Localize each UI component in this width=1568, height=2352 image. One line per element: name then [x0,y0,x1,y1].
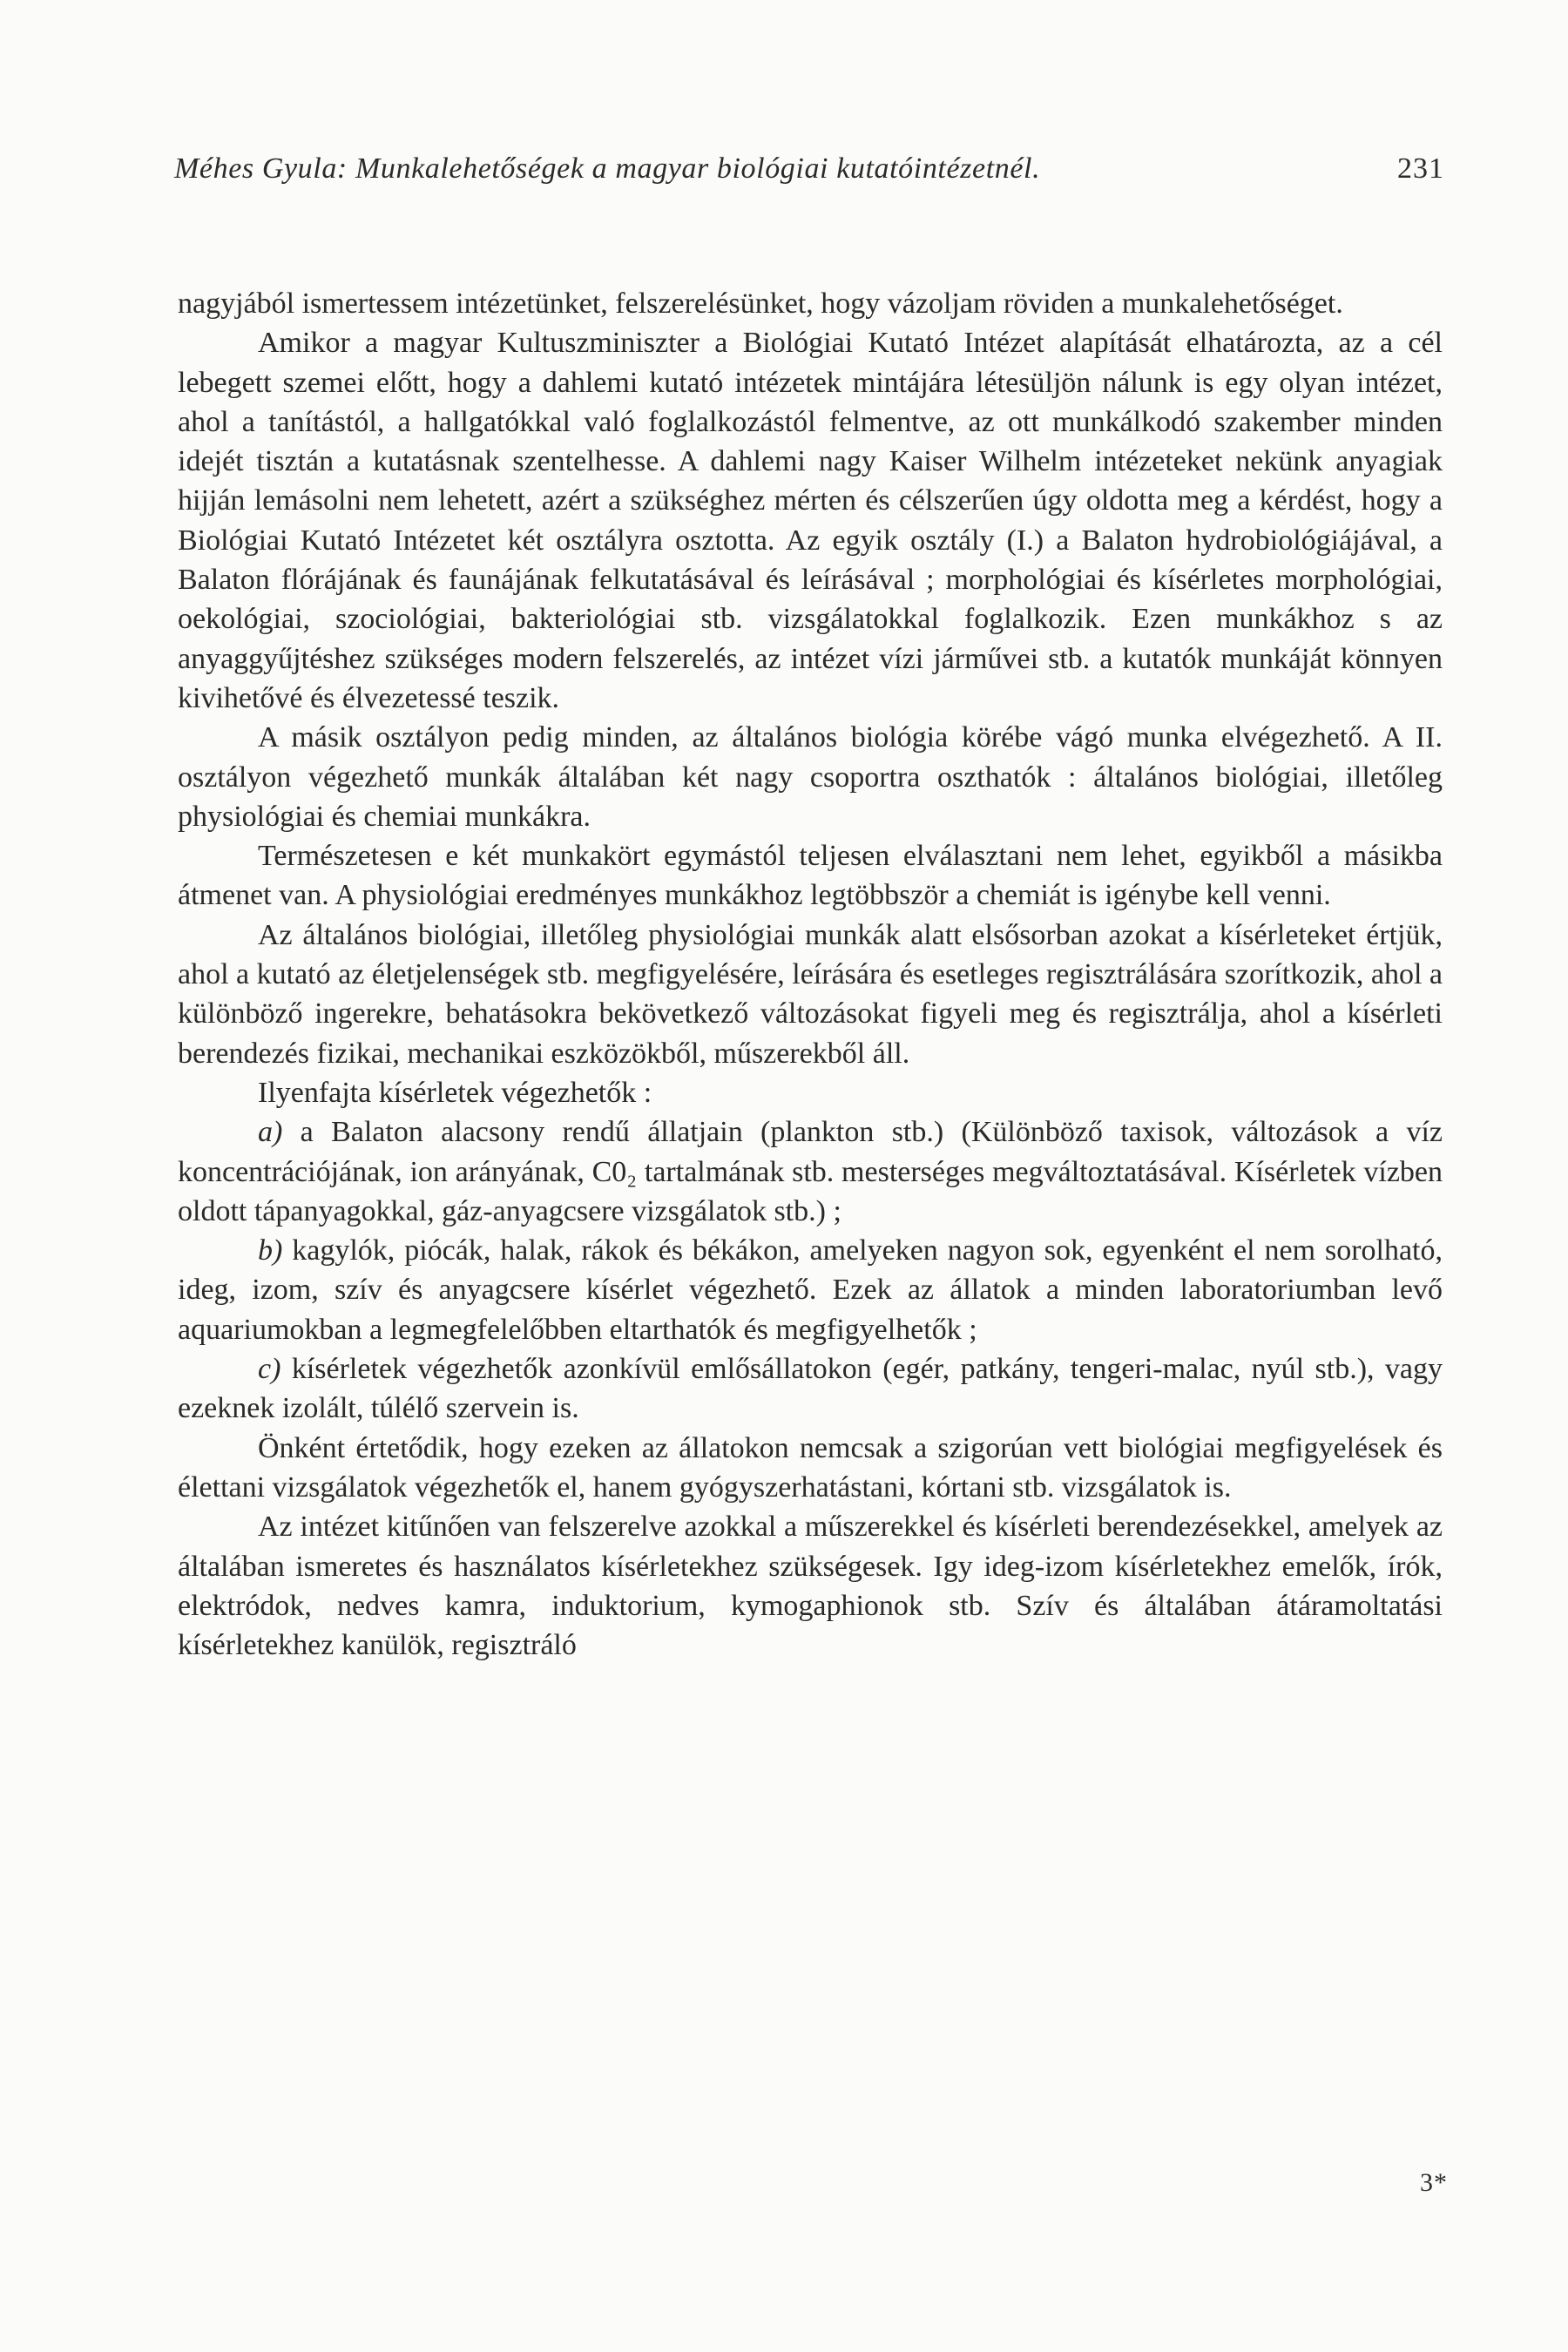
list-item-text: a Balaton alacsony rendű állatjain (plankton stb.) (Különböző taxisok, változások a víz koncentrációjának, ion arányának, C0₂ tartalmának stb. mesterséges megváltoztatásával. Kísérletek vízben oldott tápanyagokkal, gáz-anyagcsere vizsgálatok stb.) ; [178,1116,1443,1227]
paragraph: Az intézet kitűnően van felszerelve azokkal a műszerekkel és kísérleti berendezésekkel, amelyek az általában ismeretes és használatos kísérletekhez szükségesek. Igy ideg-izom kísérletekhez emelők, írók, elektródok, nedves kamra, induktorium, kymogaphionok stb. Szív és általában átáramoltatási kísérletekhez kanülök, regisztráló [178,1511,1443,1662]
list-item [178,1349,1443,1429]
paragraph: Önként értetődik, hogy ezeken az állatokon nemcsak a szigorúan vett biológiai megfigyelések és élettani vizsgálatok végezhetők el, hanem gyógyszerhatástani, kórtani stb. vizsgálatok is. [178,1431,1443,1504]
paragraph: A másik osztályon pedig minden, az általános biológia körébe vágó munka elvégezhető. A II. osztályon végezhető munkák általában két nagy csoportra oszthatók : általános biológiai, illetőleg physiológiai és chemiai munkákra. [178,721,1443,833]
paragraph: Az általános biológiai, illetőleg physiológiai munkák alatt elsősorban azokat a kísérleteket értjük, ahol a kutató az életjelenségek stb. megfigyelésére, leírására és esetleges regisztrálására szorítkozik, ahol a különböző ingerekre, behatásokra bekövetkező változásokat figyeli meg és regisztrálja, ahol a kísérleti berendezés fizikai, mechanikai eszközökből, műszerekből áll. [178,918,1443,1070]
list-item [178,1112,1443,1231]
paragraph: Természetesen e két munkakört egymástól teljesen elválasztani nem lehet, egyikből a másikba átmenet van. A physiológiai eredményes munkákhoz legtöbbször a chemiát is igénybe kell venni. [178,840,1443,912]
list-marker: b) [258,1234,283,1267]
paragraph: Amikor a magyar Kultuszminiszter a Biológiai Kutató Intézet alapítását elhatározta, az a cél lebegett szemei előtt, hogy a dahlemi kutató intézetek mintájára létesüljön nálunk is egy olyan intézet, ahol a tanítástól, a hallgatókkal való foglalkozástól felmentve, az ott munkálkodó szakember minden idejét tisztán a kutatásnak szentelhesse. A dahlemi nagy Kaiser Wilhelm intézeteket nekünk anyagiak hijján lemásolni nem lehetett, azért a szükséghez mérten és célszerűen úgy oldotta meg a kérdést, hogy a Biológiai Kutató Intézetet két osztályra osztotta. Az egyik osztály (I.) a Balaton hydrobiológiájával, a Balaton flórájának és faunájának felkutatásával és leírásával ; morphológiai és kísérletes morphológiai, oekológiai, szociológiai, bakteriológiai stb. vizsgálatokkal foglalkozik. Ezen munkákhoz s az anyaggyűjtéshez szükséges modern felszerelés, az intézet vízi járművei stb. a kutatók munkáját könnyen kivihetővé és élvezetessé teszik. [178,327,1443,714]
paragraph-continuation: nagyjából ismertessem intézetünket, felszerelésünket, hogy vázoljam röviden a munkalehetőséget. [178,287,1343,320]
list-item-text: kagylók, piócák, halak, rákok és békákon, amelyeken nagyon sok, egyenként el nem sorolható, ideg, izom, szív és anyagcsere kísérlet végezhető. Ezek az állatok a minden laboratoriumban levő aquariumokban a legmegfelelőbben eltarthatók és megfigyelhetők ; [178,1234,1443,1346]
running-title: Méhes Gyula: Munkalehetőségek a magyar biológiai kutatóintézetnél. [174,152,1041,185]
list-item [178,1231,1443,1349]
list-item-text: kísérletek végezhetők azonkívül emlősállatokon (egér, patkány, tengeri-malac, nyúl stb.), vagy ezeknek izolált, túlélő szervein is. [178,1353,1443,1425]
paragraph: Ilyenfajta kísérletek végezhetők : [258,1076,652,1109]
page-number: 231 [1397,152,1444,185]
body-text [178,284,1443,1665]
signature-mark: 3* [1420,2168,1448,2197]
running-head [174,150,1444,188]
list-marker: c) [258,1353,281,1386]
list-marker: a) [258,1116,283,1149]
